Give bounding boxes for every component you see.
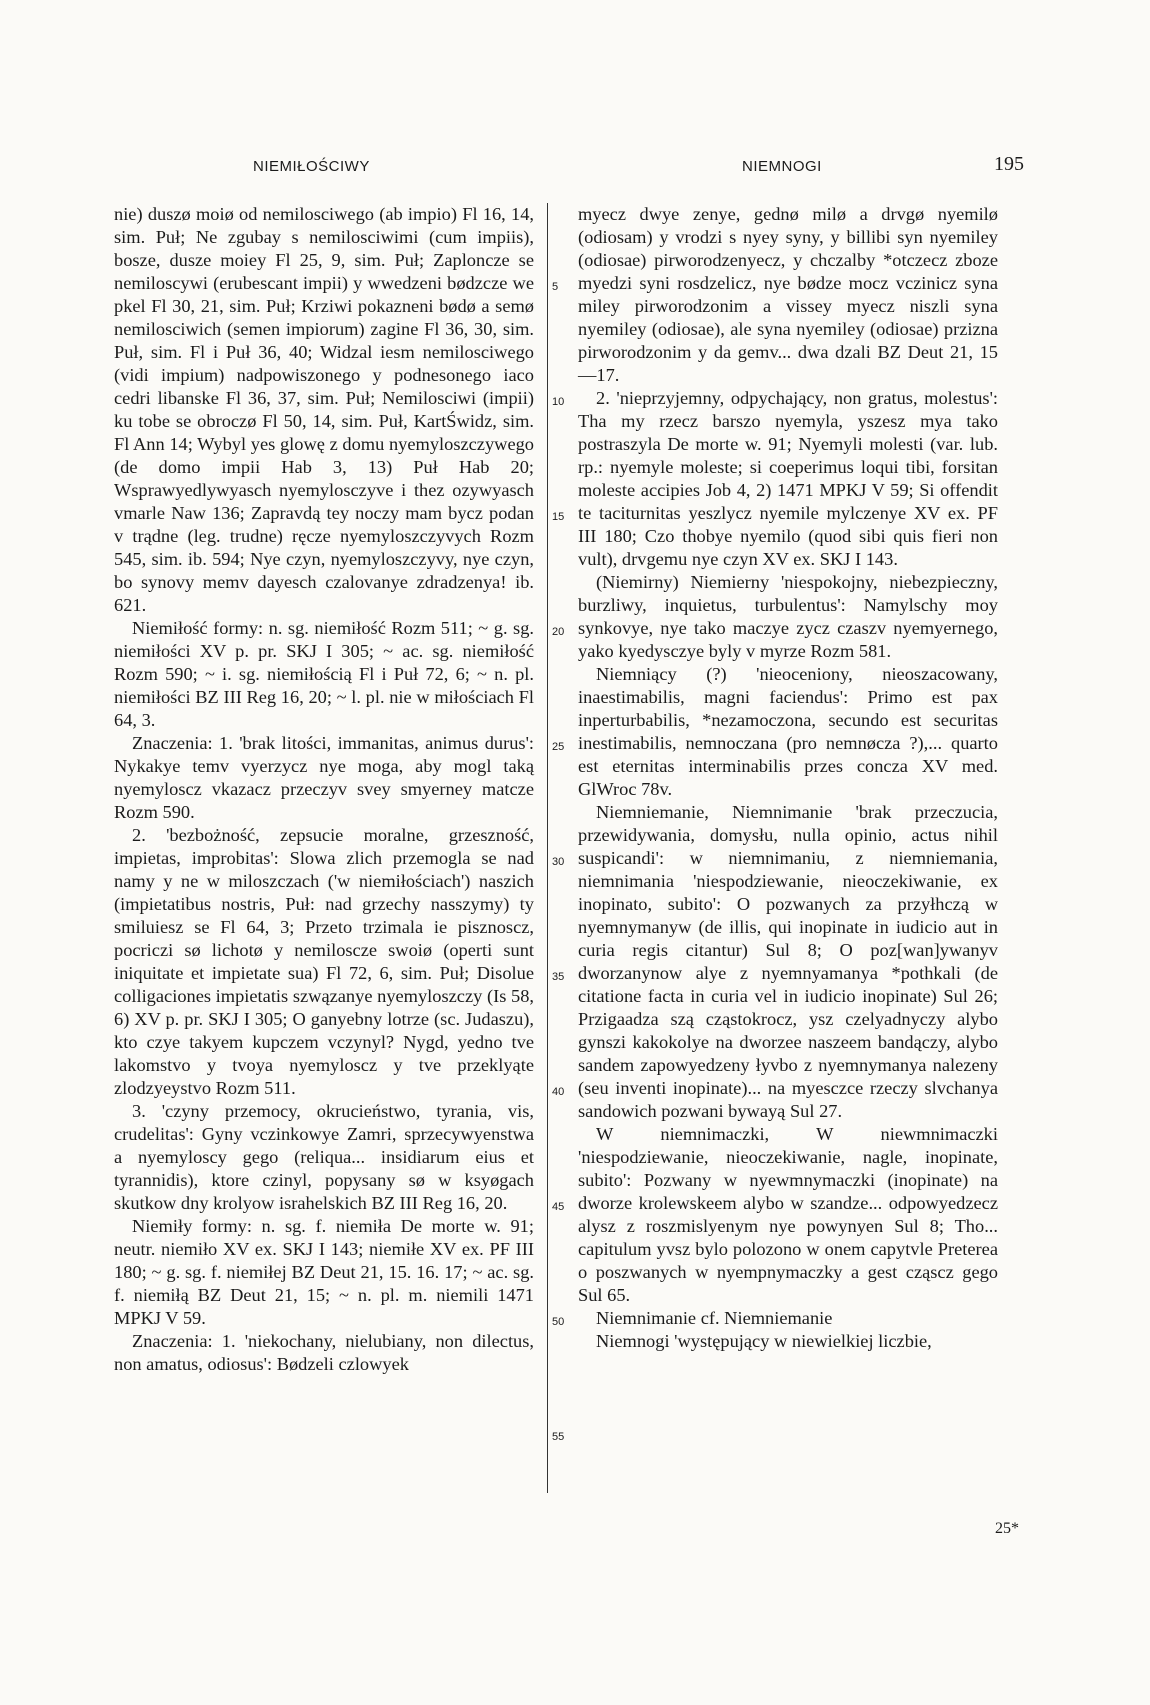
line-number: 55	[552, 1431, 565, 1443]
line-number: 5	[552, 281, 559, 293]
column-rule	[547, 203, 548, 1493]
entry-paragraph: 2. 'nieprzyjemny, odpychający, non gratus, molestus': Tha my rzecz barszo nyemyla, yszesz mya tako postraszyla De morte w. 91; Nyemyli molesti (var. lub. rp.: nyemyle moleste; si coeperimus loqui tibi, forsitan moleste accipies Job 4, 2) 1471 MPKJ V 59; Si offendit te taciturnitas yeszlycz nyemile mylczenye XV ex. PF III 180; Czo thobye nyemilo (quod sibi quis fieri non vult), drvgemu nye czyn XV ex. SKJ I 143.	[578, 388, 998, 569]
entry-paragraph: Niemnimanie cf. Niemniemanie	[596, 1308, 833, 1328]
line-number: 40	[552, 1086, 565, 1098]
line-number: 20	[552, 626, 565, 638]
running-head-right: NIEMNOGI	[742, 158, 822, 175]
line-number: 30	[552, 856, 565, 868]
running-head-left: NIEMIŁOŚCIWY	[253, 158, 370, 175]
line-number: 50	[552, 1316, 565, 1328]
entry-paragraph: Niemiły formy: n. sg. f. niemiła De morte w. 91; neutr. niemiło XV ex. SKJ I 143; niemiłe XV ex. PF III 180; ~ g. sg. f. niemiłej BZ Deut 21, 15. 16. 17; ~ ac. sg. f. niemiłą BZ Deut 21, 15; ~ n. pl. m. niemili 1471 MPKJ V 59.	[114, 1216, 534, 1328]
entry-paragraph: (Niemirny) Niemierny 'niespokojny, niebezpieczny, burzliwy, inquietus, turbulentus': Namylschy moy synkovye, nye tako maczye zycz czaszv nyemyernego, yako kyedysczye byly v myrze Rozm 581.	[578, 572, 998, 661]
entry-paragraph: Znaczenia: 1. 'brak litości, immanitas, animus durus': Nykakye temv vyerzycz nye moga, aby mogl taką nyemyloscz vkazacz przeczyv svey smyerney matcze Rozm 590.	[114, 733, 534, 822]
entry-paragraph: Niemniący (?) 'nieoceniony, nieoszacowany, inaestimabilis, magni faciendus': Primo est pax inperturbabilis, *nezamoczona, secundo est securitas inestimabilis, nemnoczana (pro nemnøcza ?),... quarto est eternitas interminabilis przes concza XV med. GlWroc 78v.	[578, 664, 998, 799]
entry-paragraph: 3. 'czyny przemocy, okrucieństwo, tyrania, vis, crudelitas': Gyny vczinkowye Zamri, sprzecywyenstwa a nyemyloscy gego (reliqua... insidiarum eius et tyrannidis), ktore czinyl, popysany sø w ksyøgach skutkow dny krolyow israhelskich BZ III Reg 16, 20.	[114, 1101, 534, 1213]
line-number: 10	[552, 396, 565, 408]
entry-paragraph: 2. 'bezbożność, zepsucie moralne, grzeszność, impietas, improbitas': Slowa zlich przemogla se nad namy y ne w miloszczach ('w niemiłościach') naszich (impietatibus nostris, Puł: nad grzechy nasszymy) ty smiluiesz se Fl 64, 3; Przeto trzimala ie pisznoscz, pocriczi sø lichotø y nemiloscze swoiø (operti sunt iniquitate et impietate sua) Fl 72, 6, sim. Puł; Disolue colligaciones impietatis szwązanye nyemyloszczy (Is 58, 6) XV p. pr. SKJ I 305; O ganyebny lotrze (sc. Judaszu), kto czye takyem kupczem vczynyl? Nygd, yedno tve lakomstvo y tvoya nyemyloscz y tve przeklyąte zlodzyeystvo Rozm 511.	[114, 825, 534, 1098]
line-number: 25	[552, 741, 565, 753]
line-number: 35	[552, 971, 565, 983]
entry-paragraph: nie) duszø moiø od nemilosciwego (ab impio) Fl 16, 14, sim. Puł; Ne zgubay s nemilosciwimi (cum impiis), bosze, dusze moiey Fl 25, 9, sim. Puł; Zaploncze se nemiloscywi (erubescant impii) y wwedzeni bødzcze we pkel Fl 30, 21, sim. Puł; Krziwi pokazneni bødø a semø nemilosciwich (semen impiorum) zagine Fl 36, 30, sim. Puł, sim. Fl i Puł 36, 40; Widzal iesm nemilosciwego (vidi impium) nadpowiszonego y podnesonego iaco cedri libanske Fl 36, 37, sim. Puł; Nemilosciwi (impii) ku tobe se obroczø Fl 50, 14, sim. Puł, KartŚwidz, sim. Fl Ann 14; Wybyl yes glowę z domu nyemyloszczywego (de domo impii Hab 3, 13) Puł Hab 20; Wsprawyedlywyasch nyemylosczyve i thez ozywyasch vmarle Naw 136; Zapravdą tey noczy mam bycz podan v trądne (leg. trudne) ręcze nyemyloszczyvych Rozm 545, sim. ib. 594; Nye czyn, nyemyloszczyvy, nye czyn, bo synovy memv dayesch czalovanye zdradzenya! ib. 621.	[114, 204, 534, 615]
line-number: 45	[552, 1201, 565, 1213]
left-column	[114, 203, 534, 1376]
line-number: 15	[552, 511, 565, 523]
entry-paragraph: Niemnogi 'występujący w niewielkiej liczbie,	[596, 1331, 932, 1351]
entry-paragraph: Znaczenia: 1. 'niekochany, nielubiany, non dilectus, non amatus, odiosus': Bødzeli czlowyek	[114, 1331, 534, 1374]
signature-mark: 25*	[995, 1520, 1019, 1537]
entry-paragraph: myecz dwye zenye, gednø milø a drvgø nyemilø (odiosam) y vrodzi s nyey syny, y billibi syn nyemiley (odiosae) pirworodzenyecz, y chczalby *otczecz zboze myedzi syni rosdzelicz, nye bødze mocz vczinicz syna miley pirworodzonim a vissey myecz niszli syna nyemiley (odiosae), ale syna nyemiley (odiosae) przizna pirworodzonim y da gemv... dwa dzali BZ Deut 21, 15—17.	[578, 204, 998, 385]
entry-paragraph: W niemnimaczki, W niewmnimaczki 'niespodziewanie, nieoczekiwanie, nagle, inopinate, subito': Pozwany w nyewmnymaczki (inopinate) na dworze krolewskeem alybo w szandze... odpowyedzecz alysz z roszmislyenym nye powynyen Sul 8; Tho... capitulum yvsz bylo polozono w onem capytvle Preterea o poszwanych w nyempnymaczky a gest cząscz gego Sul 65.	[578, 1124, 998, 1305]
entry-paragraph: Niemniemanie, Niemnimanie 'brak przeczucia, przewidywania, domysłu, nulla opinio, actus nihil suspicandi': w niemnimaniu, z niemniemania, niemnimania 'niespodziewanie, nieoczekiwanie, ex inopinato, subito': O pozwanych za przyłhczą w nyemnymanyw (de illis, qui inopinate in iudicio aut in curia regis citantur) Sul 8; O poz[wan]ywanyv dworzanynow alye z nyemnyamanya *pothkali (de citatione facta in curia vel in iudicio inopinate) Sul 26; Przigaadza szą cząstokrocz, ysz czelyadnyczy alybo gynszi kakokolye na dworzee naszeem bandączy, alybo sandem zapowyedzeny łyvbo z nyemnymanya nalezeny (seu inventi inopinate)... na myesczce rzeczy slvchanya sandowich pozwani bywayą Sul 27.	[578, 802, 998, 1121]
right-column	[578, 203, 998, 1353]
entry-paragraph: Niemiłość formy: n. sg. niemiłość Rozm 511; ~ g. sg. niemiłości XV p. pr. SKJ I 305; ~ ac. sg. niemiłość Rozm 590; ~ i. sg. niemiłością Fl i Puł 72, 6; ~ n. pl. niemiłości BZ III Reg 16, 20; ~ l. pl. nie w miłościach Fl 64, 3.	[114, 618, 534, 730]
page-number: 195	[994, 153, 1024, 175]
